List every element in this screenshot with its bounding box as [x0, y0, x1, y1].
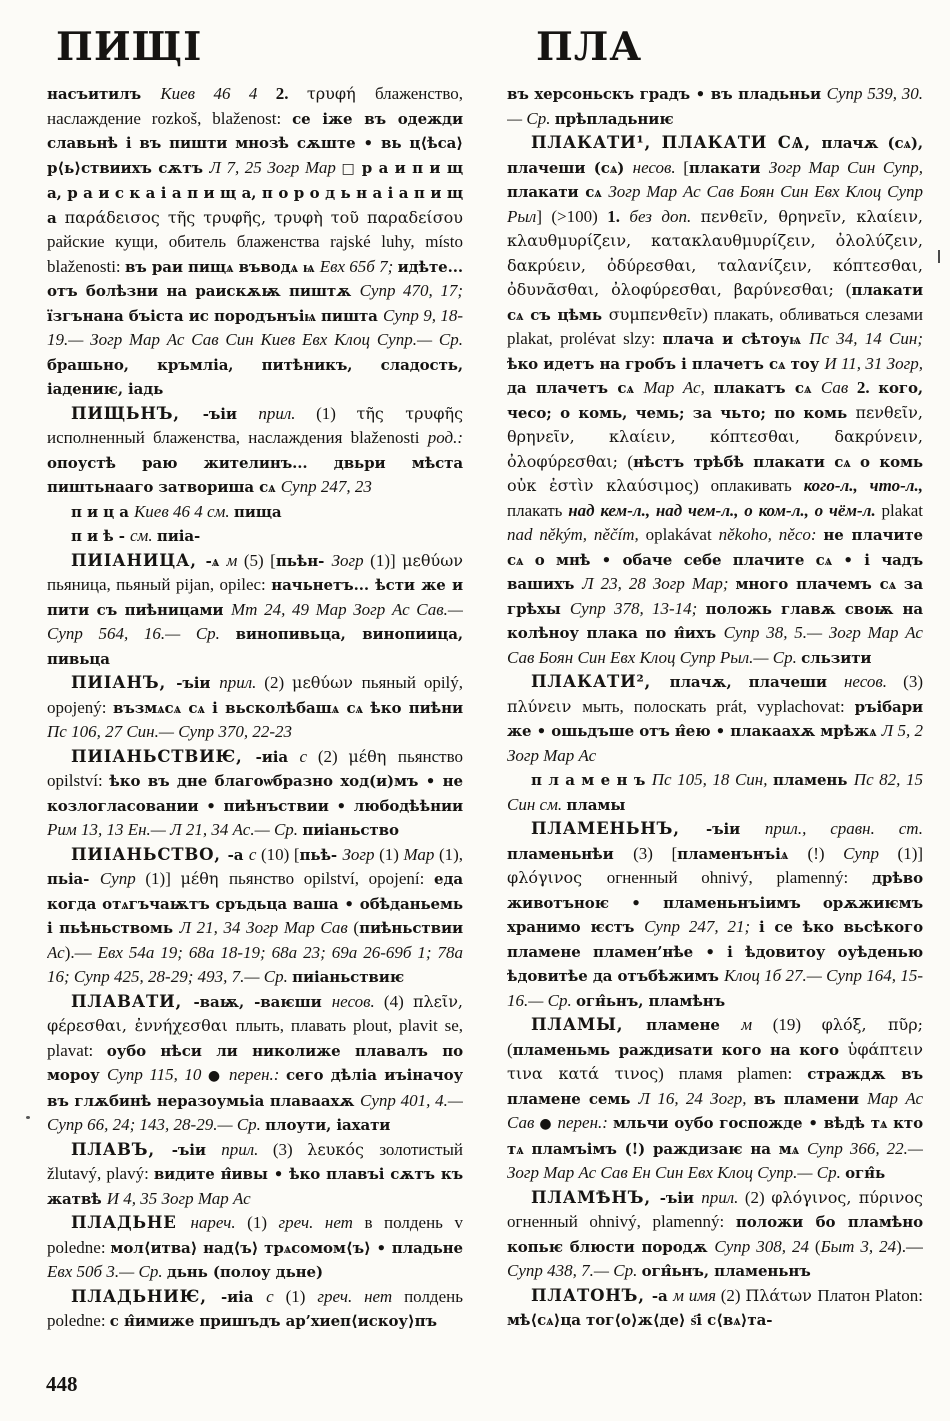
text-run: п и ѣ - — [71, 527, 130, 545]
text-run: огненный ohnivý, plamenný: — [606, 868, 873, 887]
dictionary-paragraph — [47, 500, 463, 525]
text-run: винопивьца, винопиица, пивьца — [47, 625, 463, 668]
text-run: ● — [539, 1116, 558, 1132]
text-run: золотистый žlutavý, plavý: — [47, 1139, 463, 1183]
dictionary-paragraph — [47, 1211, 463, 1285]
text-run: (1), — [438, 844, 463, 864]
text-run: ( — [814, 1236, 821, 1256]
text-run: полдень poledne: — [47, 1286, 463, 1330]
dictionary-paragraph — [47, 524, 463, 549]
text-run: μεθύων — [402, 550, 463, 570]
dictionary-paragraph — [507, 131, 923, 670]
text-run: Евх 65б 7; — [319, 256, 398, 276]
text-run: м — [741, 1015, 773, 1034]
text-run: -ъіи — [171, 1140, 222, 1159]
text-run: Киев 46 4 см. — [134, 501, 234, 521]
text-run: п л а м е н ъ — [531, 771, 652, 789]
text-run: страждѫ въ пламене семь — [507, 1065, 923, 1108]
print-tick — [938, 250, 940, 263]
text-run: (1) — [285, 1286, 318, 1306]
text-run: Мар — [403, 844, 439, 864]
dictionary-paragraph — [507, 1284, 923, 1333]
text-run: ПЛАКАТИ², — [531, 672, 670, 691]
text-run: райские кущи, обитель блаженства rajské luhy, místo blaženosti: — [47, 232, 463, 276]
text-run: плакати сѧ съ цѣмь — [507, 281, 923, 324]
text-run: с н̂имиже пришъдъ ар’хиеп⟨искоу⟩пъ — [109, 1312, 437, 1330]
text-run: Платон Platon: — [817, 1285, 923, 1305]
dictionary-paragraph — [507, 817, 923, 1013]
text-run: φλόγινος — [507, 868, 607, 887]
text-run: прѣпладьниѥ — [554, 109, 674, 128]
text-run: Сав — [820, 378, 857, 397]
left-column — [47, 82, 463, 1384]
text-run: ὑφάπτειν τινα κατά τινος — [507, 1039, 923, 1083]
text-run: (19) — [772, 1015, 822, 1034]
text-run: сего дѣліа иъіначоу въ глѫбинѣ неразоумьіа плаваахѫ — [47, 1066, 463, 1110]
text-run: с — [266, 1286, 286, 1306]
text-run: ( — [507, 1039, 513, 1059]
text-run: -ъіи — [705, 820, 765, 838]
text-run: ) оплакивать — [693, 476, 804, 495]
text-run: плакати — [688, 158, 769, 177]
text-run: □ — [341, 160, 362, 177]
text-run: -ѧ — [205, 551, 227, 570]
text-run: Супр 438, 7.— Ср. — [507, 1261, 642, 1280]
text-run: Супр 9, 18-19.— Зогр Мар Ас Сав Син Киев Евх Клоц Супр.— Ср. — [47, 305, 463, 349]
text-run: Пс 34, 14 Син; — [809, 329, 923, 348]
text-run: Супр — [843, 843, 898, 863]
text-run: се іже въ одежди славьнѣ і въ пишти мнозѣ сѫште • вь ц⟨ѣса⟩р⟨ь⟩ствиихъ сѫтъ — [47, 109, 463, 177]
text-run: Зогр Мар Ас Сав Боян Син Евх Клоц Супр Рыл — [507, 182, 923, 226]
text-run: Супр 401, 4.— Супр 66, 24; 143, 28-29.— Ср. — [47, 1090, 463, 1134]
text-run: пиѣньствии — [359, 919, 463, 937]
text-run: 2. — [856, 378, 879, 397]
text-run: Супр 38, 5.— Зогр Мар Ас Сав Боян Син Евх Клоц Супр Рыл.— Ср. — [507, 623, 923, 667]
dictionary-paragraph — [47, 1138, 463, 1212]
text-run: μέθη — [180, 869, 229, 888]
dictionary-paragraph — [507, 1186, 923, 1284]
text-run: Евх 54а 19; 68а 18-19; 68а 23; 69а 26-69б 1; 78а 16; Супр 425, 28-29; 493, 7.— Ср. — [47, 942, 463, 986]
text-run: (2) — [264, 673, 293, 692]
text-run: μέθη — [348, 746, 398, 766]
text-run: възмѧсѧ сѧ і вьсколѣбашѧ сѧ ѣко пиѣни — [113, 698, 463, 717]
text-run: пьянство opilství, opojení: — [228, 869, 435, 888]
text-run: [ — [683, 157, 689, 177]
dictionary-paragraph — [507, 768, 923, 817]
text-run: Ас — [47, 942, 65, 962]
page-number: 448 — [46, 1372, 78, 1396]
text-run: еда когда отѧгъчаѭтъ сръдьца ваша • обѣданьемь і пьѣньствомь — [47, 870, 463, 937]
text-run: Супр 366, 22.— Зогр Мар Ас Сав Ен Син Евх Клоц Супр.— Ср. — [507, 1138, 923, 1182]
text-run: ПИІАНЬСТВО, — [71, 844, 228, 864]
text-run: пьѣ- — [299, 845, 343, 864]
text-run: исполненный блаженства, наслаждения blaženosti — [47, 428, 428, 447]
text-run: Быт 3, 24 — [820, 1236, 897, 1256]
text-run: Евх 50б 3.— Ср. — [47, 1262, 167, 1281]
text-run: ( — [627, 451, 634, 471]
text-run: Зогр Мар Син Супр, — [768, 157, 923, 177]
text-run: ) плакать, обливаться слезами plakat, prolévat slzy: — [507, 304, 923, 348]
dictionary-paragraph — [47, 843, 463, 990]
text-run: ПЛАТОНЪ, — [531, 1285, 652, 1305]
text-run: οὐκ ἐστὶν κλαύσιμος — [507, 476, 694, 495]
dictionary-paragraph — [47, 402, 463, 500]
text-run: прил. — [219, 673, 265, 692]
text-run: ѣко въ дне благоѡбразно ход(и)мъ • не козлогласовании • пиѣнъствии • любодѣѣнии — [47, 772, 463, 815]
text-run: (1)] — [370, 550, 403, 570]
dictionary-paragraph — [507, 670, 923, 768]
text-run: пламень — [773, 771, 854, 789]
text-run: мыть, полоскать prát, vyplachovat: — [582, 696, 855, 716]
text-run: (3) [ — [633, 843, 678, 863]
text-run: Зогр — [342, 844, 380, 864]
text-run: ръібари же • ошьдъше отъ н̂ею • плакаахѫ мрѣжѧ — [507, 697, 923, 740]
text-run: плача и сѣтоуѩ — [662, 330, 810, 348]
text-run: видите н̂ивы • ѣко плавъі сѫтъ къ жатвѣ — [47, 1165, 463, 1208]
dictionary-paragraph — [47, 1285, 463, 1334]
text-run: λευκός — [307, 1139, 380, 1159]
text-run: ● — [207, 1068, 230, 1084]
text-run: насъитилъ — [47, 85, 161, 103]
text-run: прил., сравн. ст. — [764, 819, 923, 838]
text-run: Супр 470, 17; — [359, 281, 463, 300]
text-run: мол⟨итва⟩ над⟨ъ⟩ трѧсомом⟨ъ⟩ • пладьне — [110, 1238, 463, 1257]
text-run: плакать — [507, 500, 569, 520]
text-run: -ъіи — [202, 404, 259, 423]
text-run: Пс 82, 15 Син см. — [507, 770, 923, 814]
dictionary-paragraph — [507, 82, 923, 131]
text-run: греч. нет — [317, 1286, 405, 1306]
text-run: Клоц 1б 27.— Супр 164, 15-16.— Ср. — [507, 966, 923, 1010]
text-run: пиіаньство — [302, 821, 399, 839]
text-run: И 4, 35 Зогр Мар Ас — [106, 1188, 251, 1208]
text-run: плоути, іахати — [265, 1116, 391, 1134]
text-run: πλεῖν, φέρεσθαι, ἐννήχεσθαι — [47, 991, 463, 1035]
text-run: (1)] — [145, 869, 181, 888]
text-run: огн̂ьнъ, пламѣнъ — [575, 991, 726, 1010]
text-run: Мар Ас, — [643, 378, 714, 397]
text-run: греч. нет — [278, 1213, 365, 1232]
text-run: положь главѫ своѭ на колѣноу плака по н̂ихъ — [507, 599, 923, 642]
text-run: συμπενθεῖν — [608, 304, 703, 324]
text-run: начьнетъ... ѣсти же и пити съ пиѣницами — [47, 576, 463, 619]
text-run: ПИІАНЪ, — [71, 673, 177, 692]
text-run: с — [248, 844, 261, 864]
text-run: τῆς τρυφῆς — [356, 403, 463, 423]
text-run: (1) — [316, 403, 357, 423]
text-run: въ херсоньскъ градъ • въ пладьньи — [507, 85, 827, 103]
text-run: без доп. — [629, 206, 701, 226]
text-run: прил. — [221, 1139, 273, 1159]
text-run: někoho, něco: — [718, 525, 824, 544]
text-run: пиіаньствиѥ — [292, 968, 405, 986]
text-run: пиіа- — [156, 527, 201, 545]
text-run: перен.: — [557, 1113, 613, 1132]
text-run: Супр 378, 13-14; — [569, 598, 706, 618]
text-run: несов. — [844, 672, 904, 691]
text-run: род.: — [427, 428, 463, 447]
text-run: дьнь (полоу дьне) — [166, 1263, 323, 1281]
dictionary-paragraph — [47, 671, 463, 745]
text-run: пламене — [646, 1016, 742, 1034]
text-run: 2. — [275, 84, 307, 103]
text-run: (1) — [379, 844, 404, 864]
text-run: ѣко идетъ на гробъ і плачетъ сѧ тоу — [507, 354, 825, 373]
text-run: нареч. — [190, 1213, 248, 1232]
text-run: -иіа — [220, 1287, 267, 1306]
text-run: ) пламя plamen: — [658, 1064, 808, 1083]
text-run: (2) — [317, 746, 349, 766]
text-run: пьяница, пьяный pijan, opilec: — [47, 575, 272, 594]
text-run: несов. — [331, 991, 384, 1011]
text-run: в полдень v poledne: — [47, 1213, 463, 1257]
text-run: (2) — [720, 1285, 746, 1305]
text-run: см. — [129, 526, 157, 545]
dictionary-paragraph — [47, 745, 463, 843]
text-run: (1)] — [897, 843, 923, 863]
text-run: прил. — [258, 403, 317, 423]
text-run: не плачите сѧ о мнѣ • обаче себе плачите сѧ • і чадъ вашихъ — [507, 526, 923, 593]
running-head-right: ПЛА — [536, 24, 643, 70]
text-run: oplakávat — [645, 525, 719, 544]
text-run: (4) — [383, 991, 413, 1011]
text-run: въ пламени — [753, 1089, 868, 1108]
text-run: πενθεῖν, θρηνεῖν, κλαίειν, κόπτεσθαι, δακρύνειν, ὀλοφύρεσθαι; — [507, 402, 923, 471]
text-run: нѣстъ трѣбѣ плакати сѧ о комь — [633, 452, 923, 471]
text-run: несов. — [632, 157, 684, 177]
text-run: Киев 46 4 — [160, 84, 276, 103]
text-run: -ъіи — [659, 1188, 702, 1207]
text-run: оубо нѣси ли николиже плавалъ по мороу — [47, 1041, 463, 1084]
text-run: ПЛАМЫ, — [531, 1015, 647, 1034]
running-head-left: ПИЩІ — [56, 24, 203, 70]
text-run: Супр 115, 10 — [107, 1065, 208, 1084]
text-run: Л 7, 25 Зогр Мар — [209, 157, 342, 177]
text-run: ).— — [896, 1236, 923, 1256]
text-run: Пс 105, 18 Син, — [651, 770, 774, 789]
text-run: Л 16, 24 Зогр, — [638, 1088, 754, 1108]
text-run: (1) — [247, 1213, 279, 1232]
text-run: 1. — [607, 206, 630, 226]
dictionary-paragraph — [47, 82, 463, 402]
text-run: ПИІАНИЦА, — [71, 550, 206, 570]
text-run: дрѣво животъноѥ • пламеньнъіимъ орѫжиѥмъ хранимо ѥстъ — [507, 869, 923, 936]
text-run: прил. — [701, 1187, 745, 1207]
text-run: φλόγινος, πύρινος — [771, 1187, 923, 1207]
text-run: Л 21, 34 Зогр Мар Сав — [179, 918, 354, 937]
text-run: Л 5, 2 Зогр Мар Ас — [507, 721, 923, 765]
text-run: Зогр — [331, 550, 371, 570]
text-run: много плачемъ сѧ за грѣхы — [507, 575, 923, 618]
text-run: (2) — [744, 1187, 772, 1207]
right-column — [507, 82, 923, 1384]
text-run: пламенънъіѧ — [677, 844, 808, 863]
text-run: блаженство, наслаждение rozkoš, blaženost: — [47, 84, 463, 128]
text-run: Мт 24, 49 Мар Зогр Ас Сав.— Супр 564, 16.— Ср. — [47, 599, 463, 643]
text-run: Супр 308, 24 — [714, 1236, 815, 1256]
text-run: пламы — [566, 795, 626, 814]
text-run: пьяный opilý, opojený: — [47, 673, 463, 717]
text-run: ПИЩЬНЪ, — [71, 403, 203, 423]
text-run: пьѣн- — [275, 551, 332, 570]
dictionary-paragraph — [47, 990, 463, 1138]
text-run: plakat — [881, 500, 923, 520]
text-run: И 11, 31 Зогр, — [824, 353, 923, 373]
text-run: ] (>100) — [536, 206, 608, 226]
text-run: nad někým, něčím, — [507, 525, 646, 544]
text-run: опоустѣ раю жителинъ... двьри мѣста пиштьнааго затвориша сѧ — [47, 453, 463, 496]
text-run: ПЛАДЬНИѤ, — [71, 1286, 221, 1306]
text-run: р а и п и щ а, р а и с к а і а п и щ а, п о р о д ь н а і а п и щ а — [47, 158, 463, 227]
text-run: плачѫ, плачеши — [669, 673, 844, 691]
text-run: -а — [651, 1286, 674, 1305]
text-run: ПИІАНЬСТВИѤ, — [71, 746, 256, 766]
text-run: плакатъ сѧ — [713, 379, 821, 397]
text-run: въ раи пищѧ въводѧ ѩ — [124, 257, 320, 276]
text-run: і се ѣко вьсѣкого пламене пламен’нѣе • і ѣдовитоу оуѣденью ѣдовитѣе да отъбѣжимъ — [507, 918, 923, 985]
text-run: їзгънана бъіста ис породънъіѩ пишта — [47, 306, 383, 325]
text-run: п и ц а — [71, 502, 134, 521]
text-run: положи бо пламѣно копьѥ блюсти породѫ — [507, 1213, 923, 1256]
text-run: да плачетъ сѧ — [507, 379, 644, 397]
text-run: (3) — [272, 1139, 308, 1159]
text-run: -иіа — [255, 747, 300, 766]
text-run: ПЛАДЬНЕ — [71, 1213, 191, 1232]
text-run: (10) [ — [260, 844, 300, 864]
text-run: ( — [845, 280, 852, 299]
text-run: плакати сѧ — [507, 183, 609, 201]
text-run: пламеньмь раждиѕати кого на кого — [512, 1040, 848, 1059]
text-run: μεθύων — [292, 673, 362, 692]
text-run: παράδεισος τῆς τρυφῆς, τρυφὴ τοῦ παραδείσου — [64, 207, 463, 227]
text-run: τρυφή — [306, 84, 375, 103]
text-run: плыть, плавать plout, plavit se, plavat: — [47, 1016, 463, 1060]
text-run: кого-л., что-л., — [803, 476, 923, 495]
text-run: ).— — [64, 942, 98, 962]
text-run: Мар Ас Сав — [507, 1088, 923, 1132]
text-run: πλύνειν — [507, 696, 583, 716]
text-run: с — [299, 746, 318, 766]
text-run: пьянство opilství: — [47, 746, 463, 790]
text-run: Л 23, 28 Зогр Мар; — [582, 574, 736, 593]
text-run: мѣ⟨сѧ⟩ца тог⟨о⟩ж⟨де⟩ ѕ҃і с⟨вѧ⟩та- — [507, 1311, 773, 1329]
text-run: Супр 539, 30.— Ср. — [507, 84, 923, 128]
text-run: -ъіи — [176, 674, 220, 692]
text-run: ПЛАМѢНЪ, — [531, 1187, 660, 1207]
text-run: (!) — [807, 843, 844, 863]
dictionary-paragraph — [47, 549, 463, 672]
text-run: кого, чесо; о комь, чемь; за чьто; по комь — [507, 379, 923, 422]
text-run: мльчи оубо госпожде • вѣдѣ тѧ кто тѧ пламъімъ (!) раждизаѥ на мѧ — [507, 1114, 923, 1158]
text-run: огн̂ьнъ, пламеньнъ — [641, 1262, 811, 1280]
text-run: над кем-л., над чем-л., о ком-л., о чём-л. — [568, 500, 882, 520]
text-run: перен.: — [229, 1065, 286, 1084]
text-run: плачѫ (сѧ), плачеши (сѧ) — [507, 134, 923, 177]
text-run: πενθεῖν, θρηνεῖν, κλαίειν, κλαυθμυρίζειν, κατακλαυθμυρίζειν, ὀλολύζειν, δακρύειν, ὀδύρεσθαι, ταλανίζειν, κόπτεσθαι, ὀδυνᾶσθαι, ὀλοφύρεσθαι, βαρύνεσθαι; — [507, 206, 923, 299]
text-run: пьіа- — [47, 870, 100, 888]
text-run: -а — [227, 845, 249, 864]
text-run: огненный ohnivý, plamenný: — [507, 1212, 736, 1231]
text-run: Супр 247, 21; — [644, 917, 760, 936]
text-run: идѣте... отъ болѣзни на раискѫѭ пиштѫ — [47, 257, 463, 300]
text-run: пламеньнѣи — [507, 844, 634, 863]
text-run: ( — [353, 918, 360, 937]
text-run: пища — [233, 502, 282, 521]
print-speck — [26, 1116, 30, 1119]
text-run: Супр — [99, 869, 146, 888]
text-run: Πλάτων — [745, 1285, 818, 1305]
text-run: (3) — [903, 672, 923, 691]
text-run: огн̂ь — [845, 1164, 886, 1182]
text-run: брашьно, кръмліа, питѣникъ, сладость, іадениѥ, іадь — [47, 355, 463, 398]
text-run: Пс 106, 27 Син.— Супр 370, 22-23 — [47, 722, 293, 741]
text-run: Рим 13, 13 Ен.— Л 21, 34 Ас.— Ср. — [47, 820, 303, 839]
text-run: (5) [ — [243, 550, 276, 570]
text-run: -ваѭ, -ваѥши — [193, 992, 332, 1011]
text-run: м — [226, 550, 244, 570]
text-run: ПЛАВАТИ, — [71, 991, 194, 1011]
text-run: ПЛАМЕНЬНЪ, — [531, 819, 706, 838]
text-run: φλόξ, πῦρ; — [821, 1015, 923, 1034]
text-run: ПЛАКАТИ¹, ПЛАКАТИ СѦ, — [531, 133, 822, 152]
text-run: Супр 247, 23 — [280, 477, 372, 496]
text-run: сльзити — [801, 648, 872, 667]
dictionary-paragraph — [507, 1013, 923, 1186]
text-run: м имя — [673, 1285, 721, 1305]
text-run: ПЛАВЪ, — [71, 1139, 172, 1159]
